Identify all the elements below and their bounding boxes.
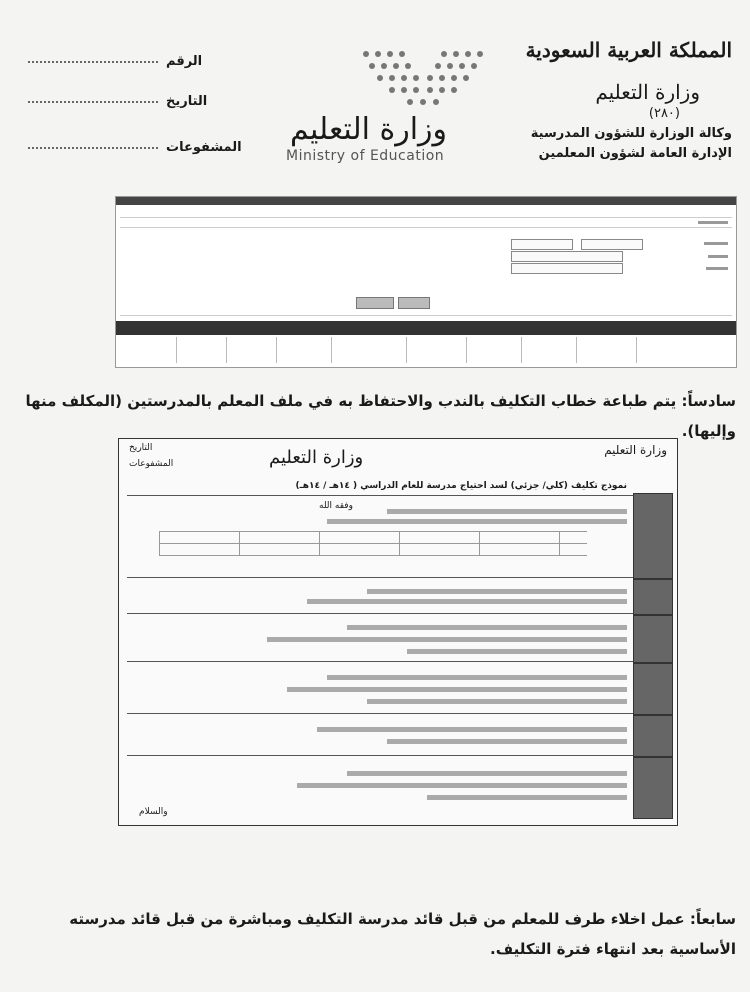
instruction-six: سادساً: يتم طباعة خطاب التكليف بالندب والاحتفاظ به في ملف المعلم بالمدرستين (المكلف منها وإليها).	[25, 392, 736, 440]
instruction-seven: سابعاً: عمل اخلاء طرف للمعلم من قبل قائد مدرسة التكليف ومباشرة من قبل قائد مدرسته الأساسية بعد انتهاء فترة التكليف.	[69, 910, 736, 958]
form-title: نموذج تكليف (كلي/ جزئي) لسد احتياج مدرسة للعام الدراسي ( ١٤هـ / ١٤هـ)	[295, 481, 627, 491]
logo-english-text: Ministry of Education	[286, 148, 445, 164]
form-ministry: وزارة التعليم	[604, 443, 667, 457]
agency-title: وكالة الوزارة للشؤون المدرسية	[530, 126, 732, 141]
attachments-field	[28, 140, 242, 155]
attachments-label: المشفوعات	[166, 140, 242, 155]
date-label: التاريخ	[166, 94, 208, 109]
kingdom-title: المملكة العربية السعودية	[525, 38, 732, 62]
ministry-logo-icon	[358, 48, 488, 110]
logo-arabic-text: وزارة التعليم	[290, 112, 448, 147]
document-number: (٢٨٠)	[648, 106, 680, 121]
assignment-form-image	[118, 438, 678, 826]
number-field	[28, 54, 202, 69]
form-closing: والسلام	[139, 807, 168, 817]
number-label: الرقم	[166, 54, 203, 69]
form-attachments-label: المشفوعات	[129, 459, 174, 469]
form-logo-text: وزارة التعليم	[269, 447, 364, 468]
system-screenshot	[115, 196, 737, 368]
ministry-title: وزارة التعليم	[595, 80, 700, 104]
form-date-label: التاريخ	[129, 443, 153, 453]
form-greeting: وفقه الله	[319, 501, 353, 511]
administration-title: الإدارة العامة لشؤون المعلمين	[538, 146, 732, 161]
date-field	[28, 94, 207, 109]
